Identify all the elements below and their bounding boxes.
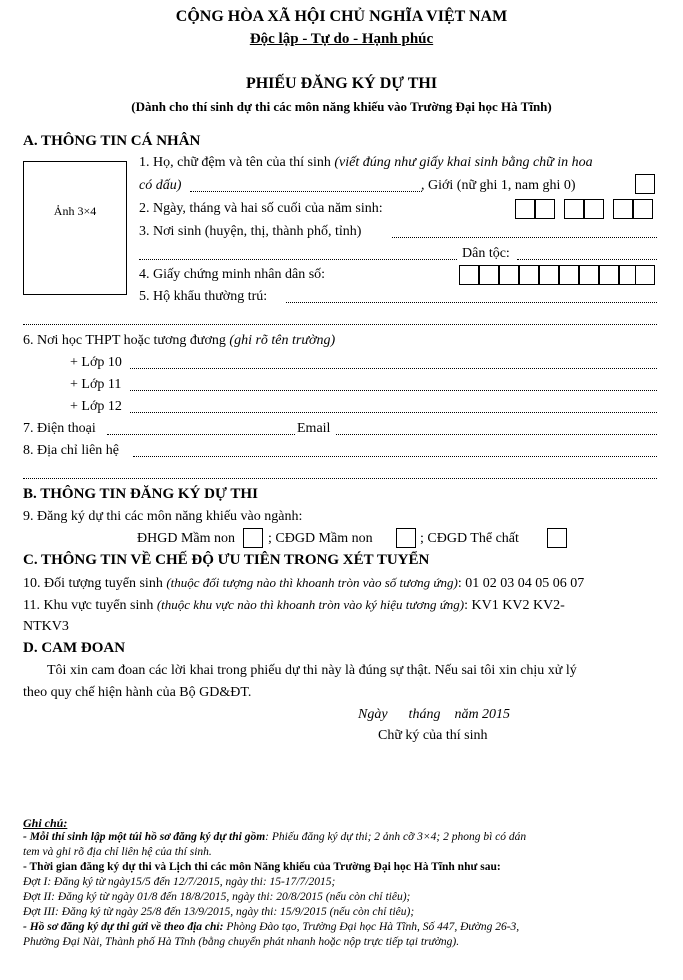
q2-label: 2. Ngày, tháng và hai số cuối của năm sinh: — [139, 201, 383, 216]
q7-label: 7. Điện thoại — [23, 421, 96, 436]
q6-label: 6. Nơi học THPT hoặc tương đương (ghi rõ tên trường) — [23, 333, 336, 348]
id-box-2[interactable] — [479, 265, 499, 285]
q4-label: 4. Giấy chứng minh nhân dân số: — [139, 267, 326, 282]
form-subtitle: (Dành cho thí sinh dự thi các môn năng khiếu vào Trường Đại học Hà Tĩnh) — [131, 99, 552, 114]
id-box-7[interactable] — [579, 265, 599, 285]
q1-label: 1. Họ, chữ đệm và tên của thí sinh (viết đúng như giấy khai sinh bằng chữ in hoa — [139, 155, 593, 170]
q11-label: 11. Khu vực tuyển sinh (thuộc khu vực nào thì khoanh tròn vào ký hiệu tương ứng): KV1 KV2 KV2- — [23, 597, 565, 613]
section-b-heading: B. THÔNG TIN ĐĂNG KÝ DỰ THI — [23, 486, 258, 502]
opt-cdgd-thechat-box[interactable] — [547, 528, 567, 548]
notes-heading: Ghi chú: — [23, 816, 68, 830]
year-box-1[interactable] — [613, 199, 633, 219]
id-box-5[interactable] — [539, 265, 559, 285]
note-2: - Thời gian đăng ký dự thi và Lịch thi các môn Năng khiếu của Trường Đại học Hà Tĩnh như sau: — [23, 861, 501, 873]
opt-cdgd-mamnon-box[interactable] — [396, 528, 416, 548]
q1-gender-label: , Giới (nữ ghi 1, nam ghi 0) — [421, 178, 576, 193]
day-box-1[interactable] — [515, 199, 535, 219]
note-1: - Mỗi thí sinh lập một túi hồ sơ đăng ký dự thi gồm: Phiếu đăng ký dự thi; 2 ảnh cỡ 3×4; 2 phong bì có dán — [23, 831, 527, 843]
sign-date: Ngày tháng năm 2015 — [358, 707, 511, 722]
birthplace-field[interactable] — [392, 237, 657, 238]
month-box-1[interactable] — [564, 199, 584, 219]
ethnicity-label: Dân tộc: — [462, 246, 510, 261]
note-round-3: Đợt III: Đăng ký từ ngày 25/8 đến 13/9/2015, ngày thi: 15/9/2015 (nếu còn chỉ tiêu); — [23, 906, 415, 918]
opt-cdgd-mamnon-label: ; CĐGD Mầm non — [268, 531, 373, 546]
commitment-text: Tôi xin cam đoan các lời khai trong phiếu dự thi này là đúng sự thật. Nếu sai tôi xin chịu xử lý — [47, 663, 577, 678]
gender-box[interactable] — [635, 174, 655, 194]
section-a-heading: A. THÔNG TIN CÁ NHÂN — [23, 133, 201, 149]
note-address: - Hồ sơ đăng ký dự thi gửi về theo địa chỉ: Phòng Đào tạo, Trường Đại học Hà Tĩnh, Số 447, Đường 26-3, — [23, 921, 520, 933]
residence-field[interactable] — [286, 302, 657, 303]
id-box-4[interactable] — [519, 265, 539, 285]
q1-note-cont: có dấu) — [139, 178, 182, 193]
grade10-label: + Lớp 10 — [70, 355, 122, 370]
year-box-2[interactable] — [633, 199, 653, 219]
email-label: Email — [297, 421, 331, 436]
id-box-10[interactable] — [635, 265, 655, 285]
email-field[interactable] — [336, 434, 657, 435]
q11-options-cont[interactable]: NTKV3 — [23, 619, 69, 634]
motto: Độc lập - Tự do - Hạnh phúc — [249, 31, 434, 47]
grade12-field[interactable] — [130, 412, 657, 413]
fullname-field[interactable] — [190, 191, 422, 192]
q8-label: 8. Địa chỉ liên hệ — [23, 443, 120, 458]
opt-dhgd-label: ĐHGD Mầm non — [137, 531, 235, 546]
id-box-8[interactable] — [599, 265, 619, 285]
photo-placeholder — [23, 161, 127, 295]
opt-cdgd-thechat-label: ; CĐGD Thể chất — [420, 531, 519, 546]
section-c-heading: C. THÔNG TIN VỀ CHẾ ĐỘ ƯU TIÊN TRONG XÉT TUYỂN — [23, 552, 430, 568]
q5-label: 5. Hộ khẩu thường trú: — [139, 289, 268, 304]
phone-field[interactable] — [107, 434, 295, 435]
q11-options[interactable]: : KV1 KV2 KV2- — [464, 598, 565, 613]
note-round-2: Đợt II: Đăng ký từ ngày 01/8 đến 18/8/2015, ngày thi: 20/8/2015 (nếu còn chỉ tiêu); — [23, 891, 411, 903]
note-round-1: Đợt I: Đăng ký từ ngày15/5 đến 12/7/2015, ngày thi: 15-17/7/2015; — [23, 876, 336, 888]
q10-label: 10. Đối tượng tuyển sinh (thuộc đối tượng nào thì khoanh tròn vào số tương ứng): 01 02 03 04 05 06 07 — [23, 575, 585, 591]
day-box-2[interactable] — [535, 199, 555, 219]
note-address-cont: Phường Đại Nài, Thành phố Hà Tĩnh (bằng chuyển phát nhanh hoặc nộp trực tiếp tại trường). — [23, 936, 460, 948]
note-1-cont: tem và ghi rõ địa chỉ liên hệ của thí sinh. — [23, 846, 212, 858]
signature-label: Chữ ký của thí sinh — [378, 728, 488, 743]
address-field-cont[interactable] — [23, 478, 657, 479]
q10-options[interactable]: : 01 02 03 04 05 06 07 — [457, 576, 585, 591]
section-d-heading: D. CAM ĐOAN — [23, 640, 126, 656]
id-box-1[interactable] — [459, 265, 479, 285]
grade11-field[interactable] — [130, 390, 657, 391]
opt-dhgd-box[interactable] — [243, 528, 263, 548]
residence-field-cont[interactable] — [23, 324, 657, 325]
grade10-field[interactable] — [130, 368, 657, 369]
id-box-6[interactable] — [559, 265, 579, 285]
country-name: CỘNG HÒA XÃ HỘI CHỦ NGHĨA VIỆT NAM — [175, 8, 508, 25]
ethnicity-field[interactable] — [517, 259, 657, 260]
q9-label: 9. Đăng ký dự thi các môn năng khiếu vào ngành: — [23, 509, 303, 524]
grade11-label: + Lớp 11 — [70, 377, 122, 392]
grade12-label: + Lớp 12 — [70, 399, 122, 414]
q3-label: 3. Nơi sinh (huyện, thị, thành phố, tỉnh) — [139, 224, 362, 239]
photo-label: Ảnh 3×4 — [53, 204, 97, 218]
id-box-3[interactable] — [499, 265, 519, 285]
birthplace-field-cont[interactable] — [139, 259, 457, 260]
month-box-2[interactable] — [584, 199, 604, 219]
address-field[interactable] — [133, 456, 657, 457]
form-title: PHIẾU ĐĂNG KÝ DỰ THI — [245, 75, 438, 92]
commitment-text-cont: theo quy chế hiện hành của Bộ GD&ĐT. — [23, 685, 252, 700]
